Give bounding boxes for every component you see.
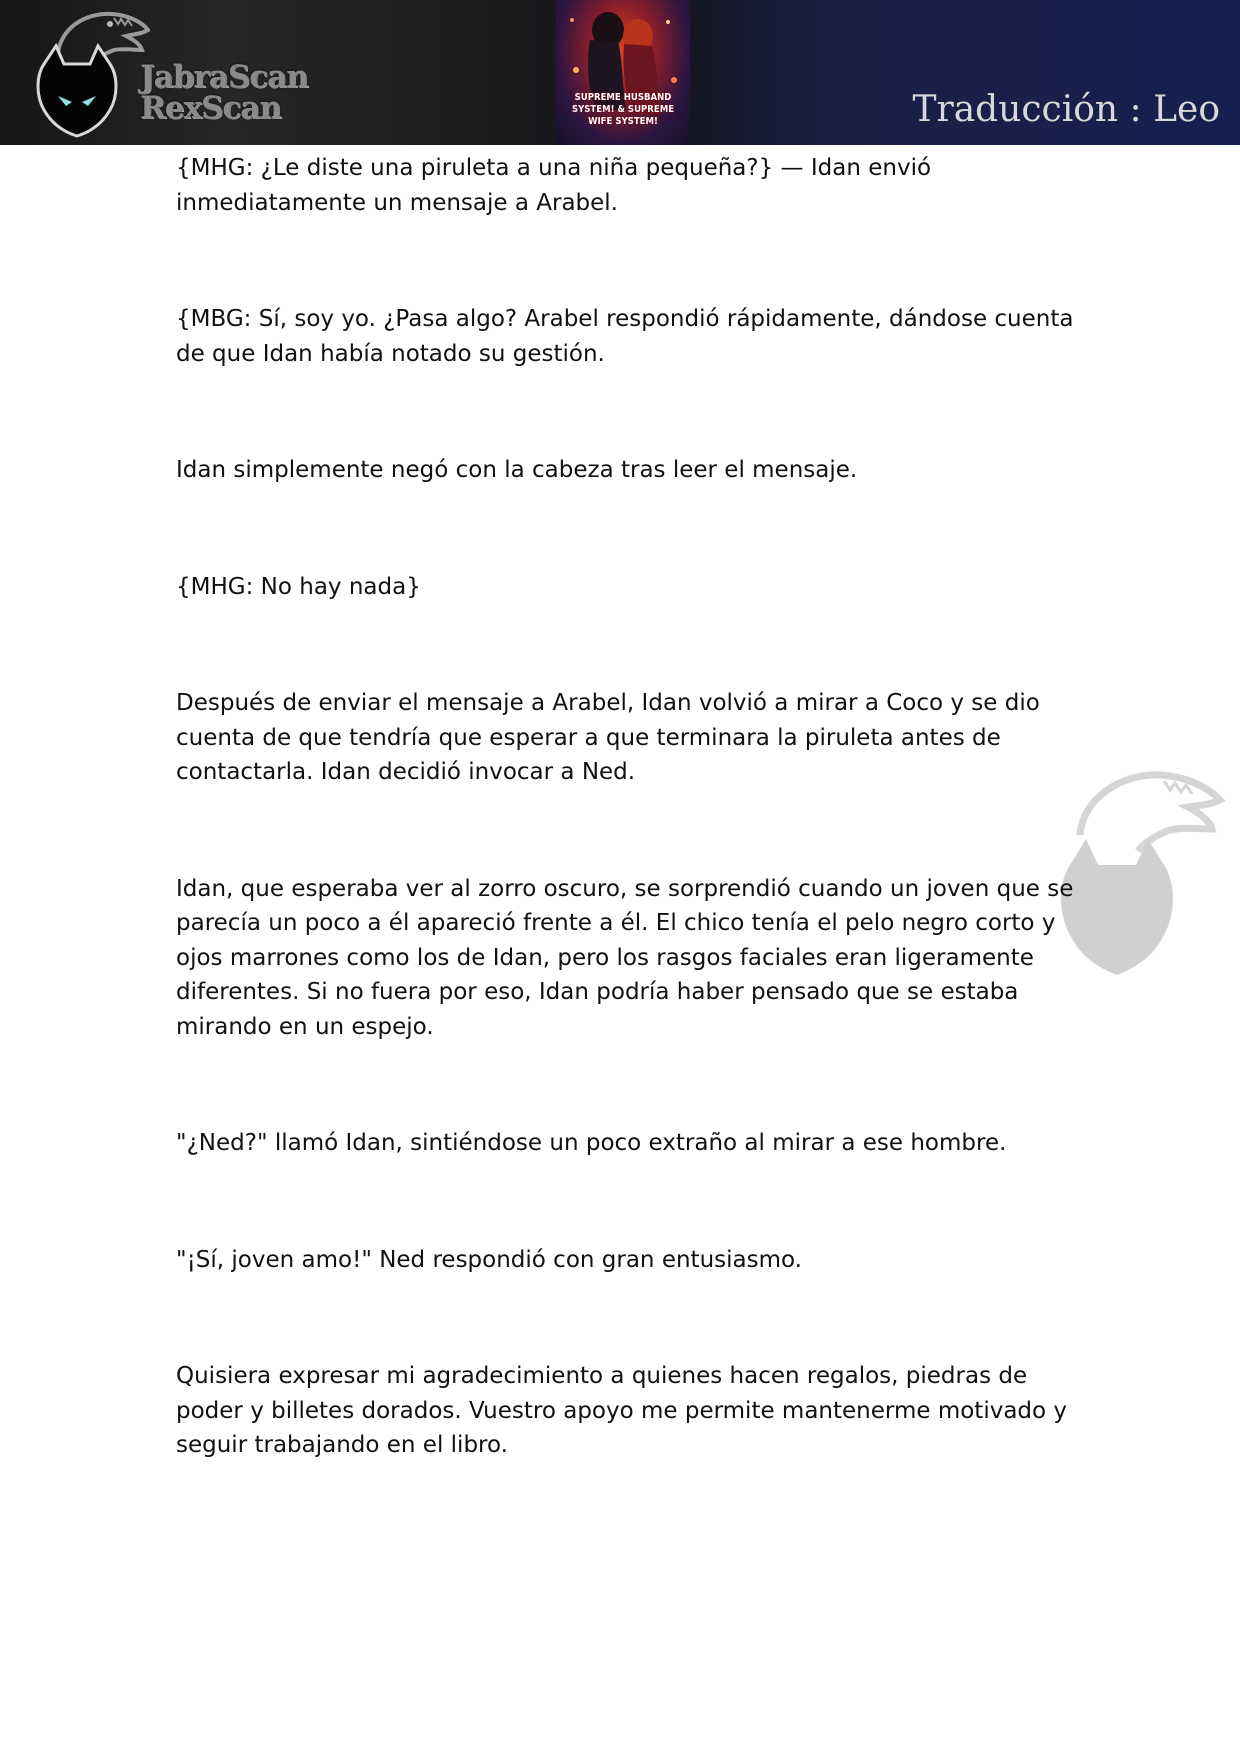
brand-line-1: JabraScan <box>140 59 308 95</box>
paragraph: Idan, que esperaba ver al zorro oscuro, se sorprendió cuando un joven que se parecía un poco a él apareció frente a él. El chico tenía el pelo negro corto y ojos marrones como los de Idan, pero los rasgos faciales eran ligeramente diferentes. Si no fuera por eso, Idan podría haber pensado que se estaba mirando en un espejo. <box>176 875 1074 1040</box>
translator-credit: Traducción : Leo <box>912 89 1220 130</box>
book-cover <box>556 0 690 145</box>
cover-title <box>556 92 690 128</box>
dinosaur-wolf-icon <box>1060 755 1230 985</box>
dinosaur-wolf-icon <box>30 4 150 144</box>
cover-title-line-1: SUPREME HUSBAND <box>574 92 672 103</box>
cover-title-line-3: WIFE SYSTEM! <box>588 116 658 127</box>
chapter-text <box>176 151 1076 1545</box>
paragraph: Quisiera expresar mi agradecimiento a quienes hacen regalos, piedras de poder y billetes dorados. Vuestro apoyo me permite mantenerme motivado y seguir trabajando en el libro. <box>176 1363 1068 1458</box>
brand-name <box>140 59 308 126</box>
paragraph: Idan simplemente negó con la cabeza tras leer el mensaje. <box>176 457 858 483</box>
paragraph: {MHG: No hay nada} <box>176 573 421 600</box>
paragraph: {MBG: Sí, soy yo. ¿Pasa algo? Arabel respondió rápidamente, dándose cuenta de que Idan había notado su gestión. <box>176 306 1074 367</box>
header-banner <box>0 0 1240 145</box>
paragraph: {MHG: ¿Le diste una piruleta a una niña pequeña?} — Idan envió inmediatamente un mensaje a Arabel. <box>176 155 932 216</box>
cover-title-line-2: SYSTEM! & SUPREME <box>571 104 675 115</box>
paragraph: "¿Ned?" llamó Idan, sintiéndose un poco extraño al mirar a ese hombre. <box>176 1130 1007 1156</box>
brand-line-2: RexScan <box>140 90 281 126</box>
paragraph: "¡Sí, joven amo!" Ned respondió con gran entusiasmo. <box>176 1246 802 1273</box>
paragraph: Después de enviar el mensaje a Arabel, Idan volvió a mirar a Coco y se dio cuenta de que tendría que esperar a que terminara la piruleta antes de contactarla. Idan decidió invocar a Ned. <box>176 690 1040 785</box>
